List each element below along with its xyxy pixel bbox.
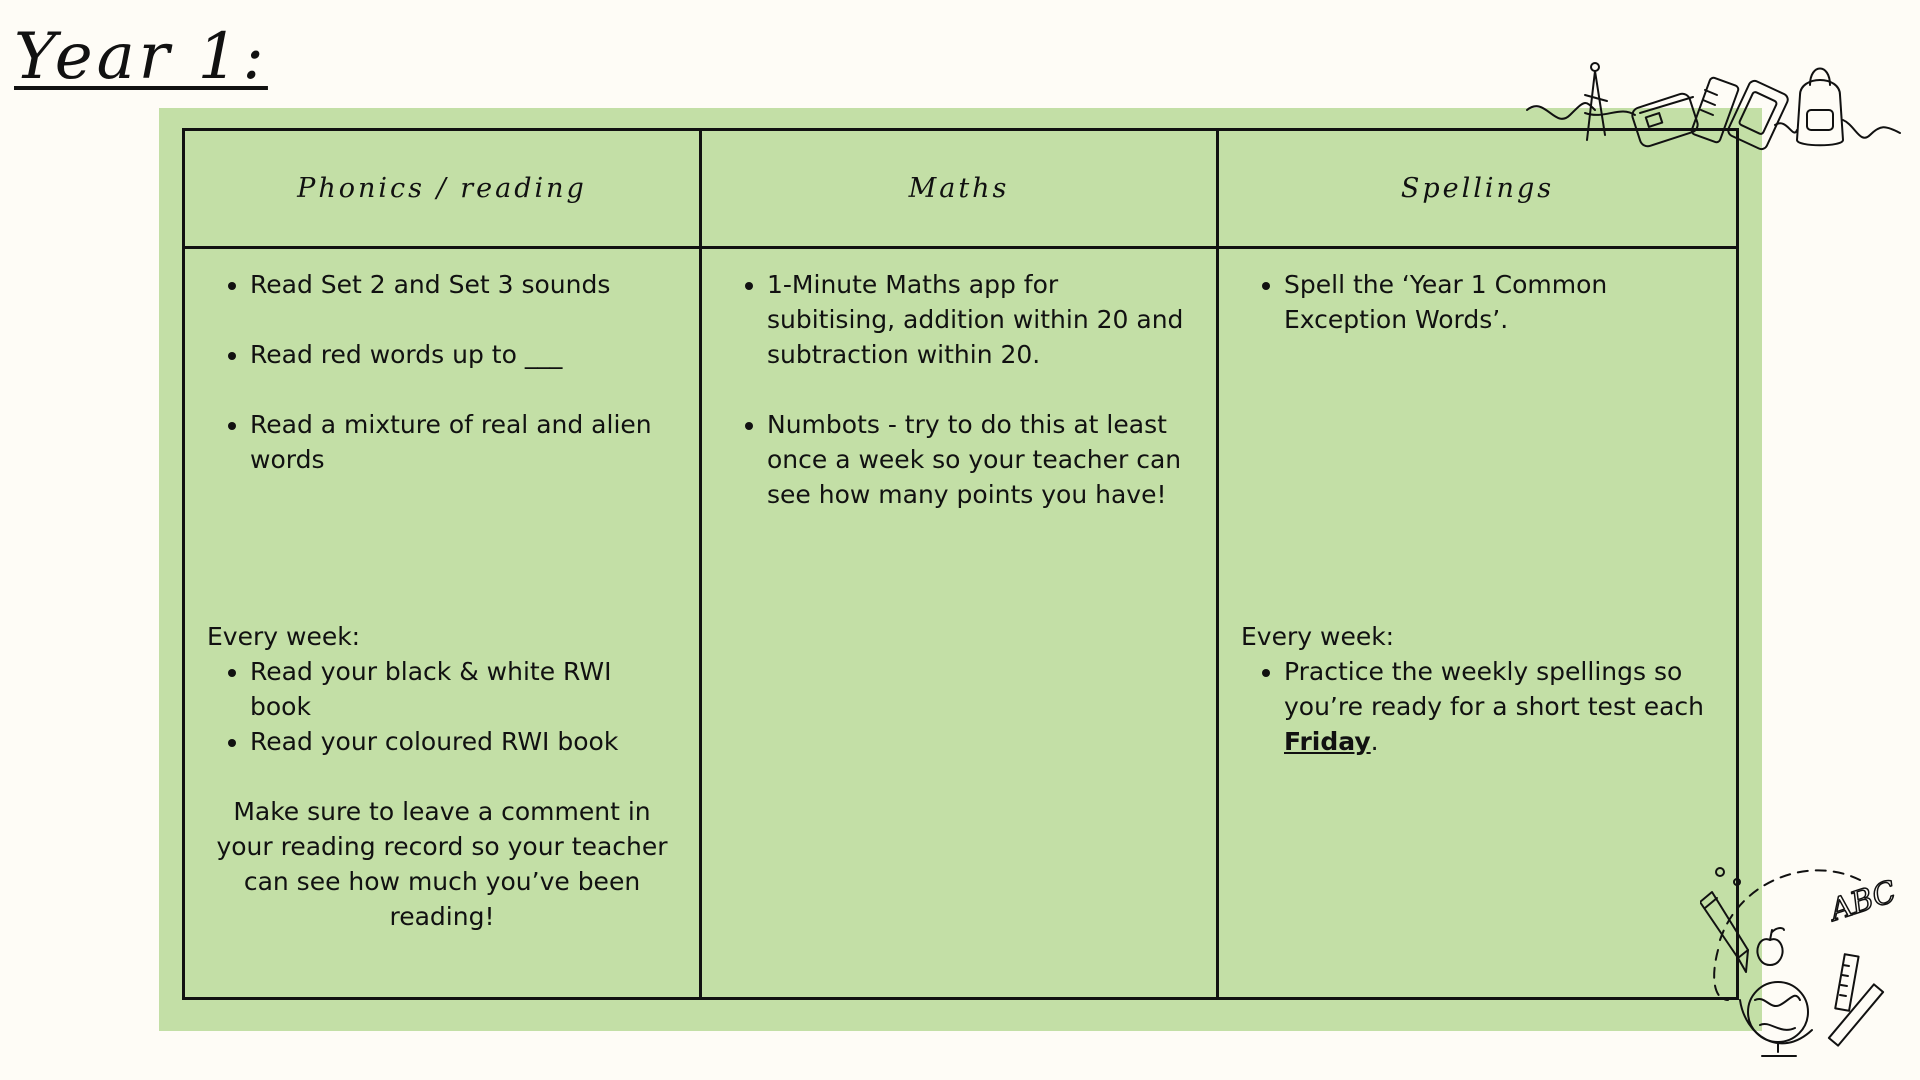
reading-note: Make sure to leave a comment in your reading record so your teacher can see how much you’ve been reading!: [216, 797, 668, 931]
phonics-weekly: [207, 619, 677, 934]
spellings-cell: [1219, 249, 1736, 997]
list-item: • Read your coloured RWI book: [250, 724, 677, 759]
list-item: • Numbots - try to do this at least once a week so your teacher can see how many points you have!: [767, 407, 1194, 512]
list-item: • Spell the ‘Year 1 Common Exception Words’.: [1284, 267, 1714, 337]
header-phonics: [185, 131, 702, 249]
list-item: • Read red words up to ___: [250, 337, 677, 372]
school-globe-doodle-icon: [1700, 860, 1910, 1060]
maths-list: [724, 267, 1194, 512]
page-title: Year 1:: [14, 20, 268, 94]
phonics-cell: [185, 249, 702, 997]
header-maths: [702, 131, 1219, 249]
weekly-text: Practice the weekly spellings so you’re ready for a short test each: [1284, 657, 1705, 721]
friday-emphasis: Friday: [1284, 727, 1371, 756]
list-item: [1284, 654, 1714, 759]
phonics-weekly-list: [207, 654, 677, 759]
list-item: • Read a mixture of real and alien words: [250, 407, 677, 477]
spellings-weekly: [1241, 619, 1714, 759]
spellings-list: [1241, 267, 1714, 337]
weekly-text-end: .: [1370, 727, 1379, 756]
spellings-weekly-list: [1241, 654, 1714, 759]
abc-text: ABC: [1825, 874, 1901, 929]
school-supplies-doodle-icon: [1525, 55, 1905, 155]
every-week-label: Every week:: [207, 622, 361, 651]
header-maths-label: Maths: [908, 173, 1010, 204]
header-phonics-label: Phonics / reading: [297, 173, 587, 204]
homework-table: [182, 128, 1739, 1000]
list-item: • Read your black & white RWI book: [250, 654, 677, 724]
list-item: • 1-Minute Maths app for subitising, addition within 20 and subtraction within 20.: [767, 267, 1194, 372]
phonics-list: [207, 267, 677, 477]
header-spellings-label: Spellings: [1400, 173, 1555, 204]
every-week-label: Every week:: [1241, 622, 1395, 651]
list-item: • Read Set 2 and Set 3 sounds: [250, 267, 677, 302]
maths-cell: [702, 249, 1219, 997]
